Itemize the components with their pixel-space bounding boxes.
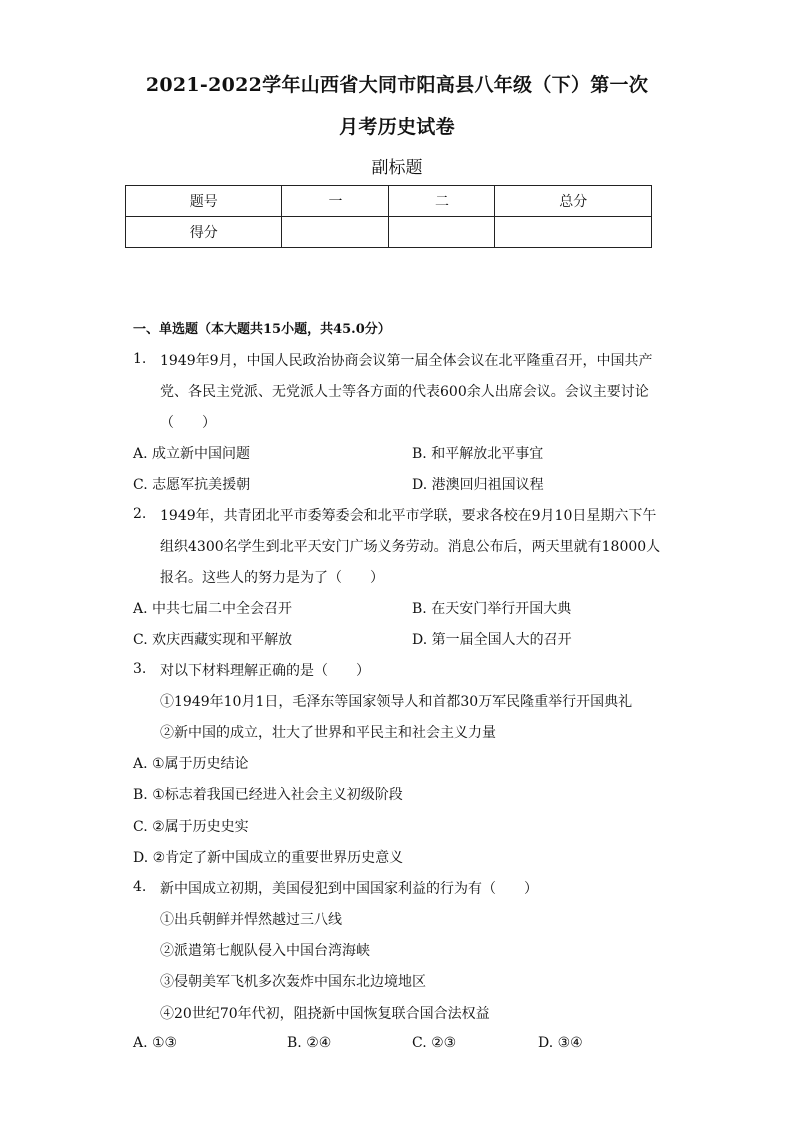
score-cell[interactable] — [282, 217, 389, 248]
answer-option[interactable]: B. 在天安门举行开国大典 — [412, 601, 572, 617]
question-number: 2. — [133, 506, 147, 522]
score-header-cell: 一 — [282, 186, 389, 217]
score-cell[interactable] — [495, 217, 652, 248]
answer-option[interactable]: B. ①标志着我国已经进入社会主义初级阶段 — [133, 787, 403, 803]
score-header-cell: 总分 — [495, 186, 652, 217]
material-line: ③侵朝美军飞机多次轰炸中国东北边境地区 — [160, 974, 426, 990]
question-number: 3. — [133, 661, 147, 677]
answer-option[interactable]: B. ②④ — [287, 1035, 332, 1051]
answer-option[interactable]: C. ②属于历史史实 — [133, 819, 249, 835]
answer-option[interactable]: D. 第一届全国人大的召开 — [412, 632, 572, 648]
question-text-line: 1949年，共青团北平市委筹委会和北平市学联，要求各校在9月10日星期六下午 — [160, 508, 657, 524]
question-text-line: 1949年9月，中国人民政治协商会议第一届全体会议在北平隆重召开，中国共产 — [160, 353, 653, 369]
answer-option[interactable]: D. ②肯定了新中国成立的重要世界历史意义 — [133, 850, 404, 866]
answer-option[interactable]: D. 港澳回归祖国议程 — [412, 477, 544, 493]
question-text-line: 党、各民主党派、无党派人士等各方面的代表600余人出席会议。会议主要讨论 — [160, 384, 649, 400]
material-line: ②派遣第七舰队侵入中国台湾海峡 — [160, 943, 370, 959]
score-table — [125, 185, 652, 248]
answer-option[interactable]: B. 和平解放北平事宜 — [412, 446, 544, 462]
material-line: ②新中国的成立，壮大了世界和平民主和社会主义力量 — [160, 725, 496, 741]
score-row-label: 得分 — [126, 217, 282, 248]
score-header-cell: 题号 — [126, 186, 282, 217]
exam-title-line2: 月考历史试卷 — [339, 116, 455, 138]
answer-option[interactable]: A. 成立新中国问题 — [133, 446, 251, 462]
question-text-line: 对以下材料理解正确的是（ ） — [160, 663, 370, 679]
answer-option[interactable]: C. ②③ — [412, 1035, 457, 1051]
question-number: 4. — [133, 879, 147, 895]
answer-option[interactable]: C. 欢庆西藏实现和平解放 — [133, 632, 293, 648]
answer-option[interactable]: A. 中共七届二中全会召开 — [133, 601, 293, 617]
exam-subtitle: 副标题 — [371, 158, 423, 178]
question-text-line: 报名。这些人的努力是为了（ ） — [160, 570, 384, 586]
section-heading: 一、单选题（本大题共15小题，共45.0分） — [133, 322, 391, 337]
score-header-cell: 二 — [389, 186, 495, 217]
question-text-line: 组织4300名学生到北平天安门广场义务劳动。消息公布后，两天里就有18000人 — [160, 539, 661, 555]
material-line: ①出兵朝鲜并悍然越过三八线 — [160, 912, 342, 928]
material-line: ①1949年10月1日，毛泽东等国家领导人和首都30万军民隆重举行开国典礼 — [160, 694, 633, 710]
question-text-line: （ ） — [160, 415, 216, 431]
answer-option[interactable]: A. ①属于历史结论 — [133, 756, 249, 772]
score-cell[interactable] — [389, 217, 495, 248]
score-table-score-row — [126, 217, 652, 248]
score-table-header-row — [126, 186, 652, 217]
answer-option[interactable]: C. 志愿军抗美援朝 — [133, 477, 251, 493]
answer-option[interactable]: D. ③④ — [538, 1035, 583, 1051]
material-line: ④20世纪70年代初，阻挠新中国恢复联合国合法权益 — [160, 1006, 490, 1022]
exam-title-line1: 2021-2022学年山西省大同市阳高县八年级（下）第一次 — [145, 74, 649, 96]
answer-option[interactable]: A. ①③ — [133, 1035, 178, 1051]
question-text-line: 新中国成立初期，美国侵犯到中国国家利益的行为有（ ） — [160, 881, 538, 897]
question-number: 1. — [133, 351, 147, 367]
